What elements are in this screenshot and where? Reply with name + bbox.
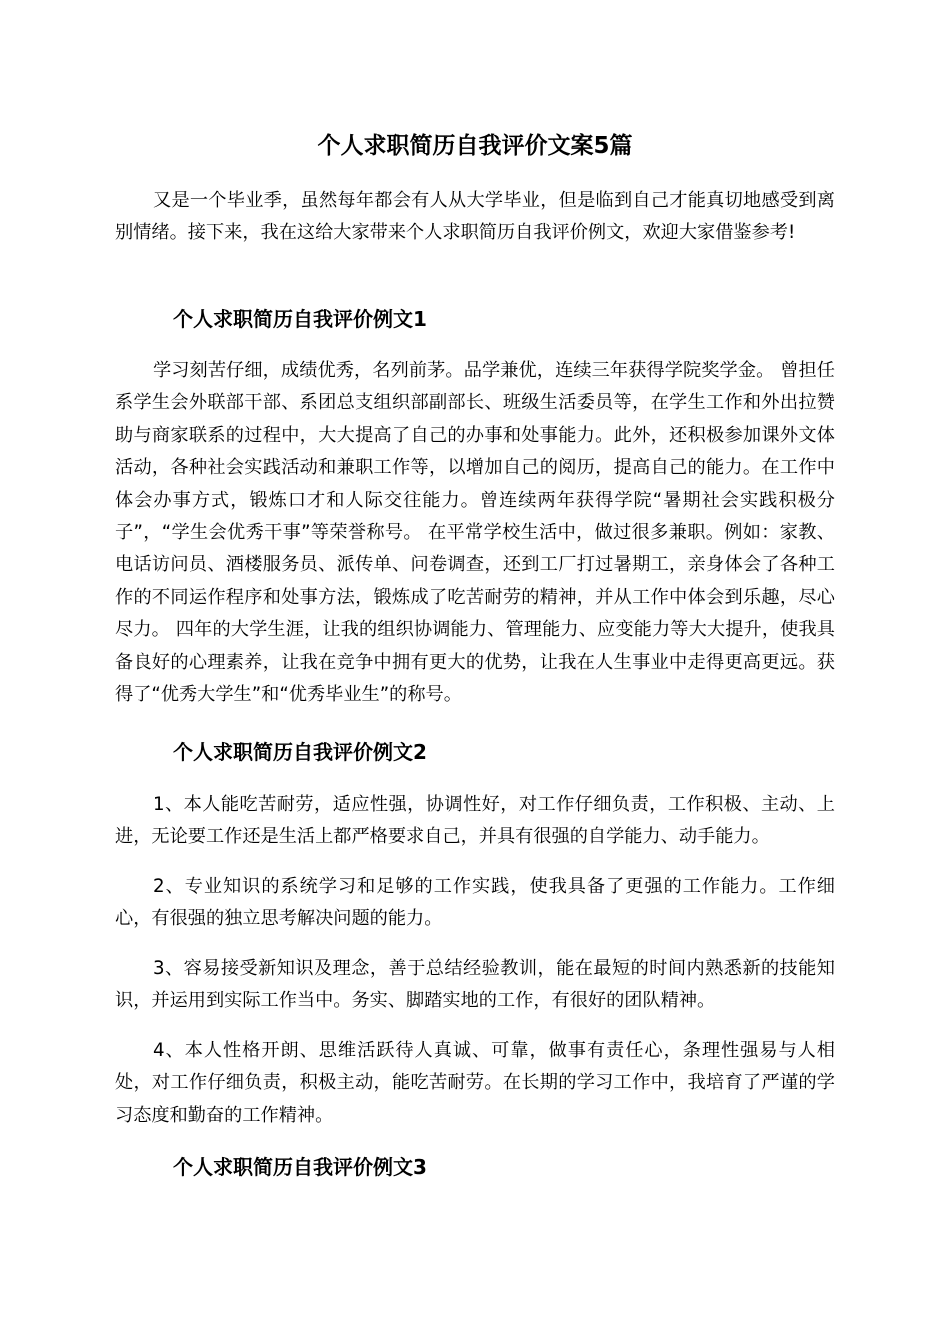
section-heading-2: 个人求职简历自我评价例文2 <box>173 740 427 764</box>
section-2-paragraph-1: 1、本人能吃苦耐劳，适应性强，协调性好，对工作仔细负责，工作积极、主动、上进，无论要工作还是生活上都严格要求自己，并具有很强的自学能力、动手能力。 <box>115 794 835 848</box>
intro-paragraph: 又是一个毕业季，虽然每年都会有人从大学毕业，但是临到自己才能真切地感受到离别情绪。接下来，我在这给大家带来个人求职简历自我评价例文，欢迎大家借鉴参考! <box>115 190 835 244</box>
section-1-paragraph: 学习刻苦仔细，成绩优秀，名列前茅。品学兼优，连续三年获得学院奖学金。 曾担任系学生会外联部干部、系团总支组织部副部长、班级生活委员等，在学生工作和外出拉赞助与商家联系的过程中，大大提高了自己的办事和处事能力。此外，还积极参加课外文体活动，各种社会实践活动和兼职工作等，以增加自己的阅历，提高自己的能力。在工作中体会办事方式，锻炼口才和人际交往能力。曾连续两年获得学院“暑期社会实践积极分子”，“学生会优秀干事”等荣誉称号。 在平常学校生活中，做过很多兼职。例如：家教、电话访问员、酒楼服务员、派传单、问卷调查，还到工厂打过暑期工，亲身体会了各种工作的不同运作程序和处事方法，锻炼成了吃苦耐劳的精神，并从工作中体会到乐趣，尽心尽力。 四年的大学生涯，让我的组织协调能力、管理能力、应变能力等大大提升，使我具备良好的心理素养，让我在竞争中拥有更大的优势，让我在人生事业中走得更高更远。获得了“优秀大学生”和“优秀毕业生”的称号。 <box>115 360 835 706</box>
section-heading-1: 个人求职简历自我评价例文1 <box>173 307 427 331</box>
document-title: 个人求职简历自我评价文案5篇 <box>317 133 633 160</box>
section-heading-3: 个人求职简历自我评价例文3 <box>173 1155 427 1179</box>
section-2-paragraph-4: 4、本人性格开朗、思维活跃待人真诚、可靠，做事有责任心，条理性强易与人相处，对工作仔细负责，积极主动，能吃苦耐劳。在长期的学习工作中，我培育了严谨的学习态度和勤奋的工作精神。 <box>115 1040 835 1126</box>
section-2-paragraph-3: 3、容易接受新知识及理念，善于总结经验教训，能在最短的时间内熟悉新的技能知识，并运用到实际工作当中。务实、脚踏实地的工作，有很好的团队精神。 <box>115 958 835 1012</box>
section-2-paragraph-2: 2、专业知识的系统学习和足够的工作实践，使我具备了更强的工作能力。工作细心，有很强的独立思考解决问题的能力。 <box>115 876 835 930</box>
